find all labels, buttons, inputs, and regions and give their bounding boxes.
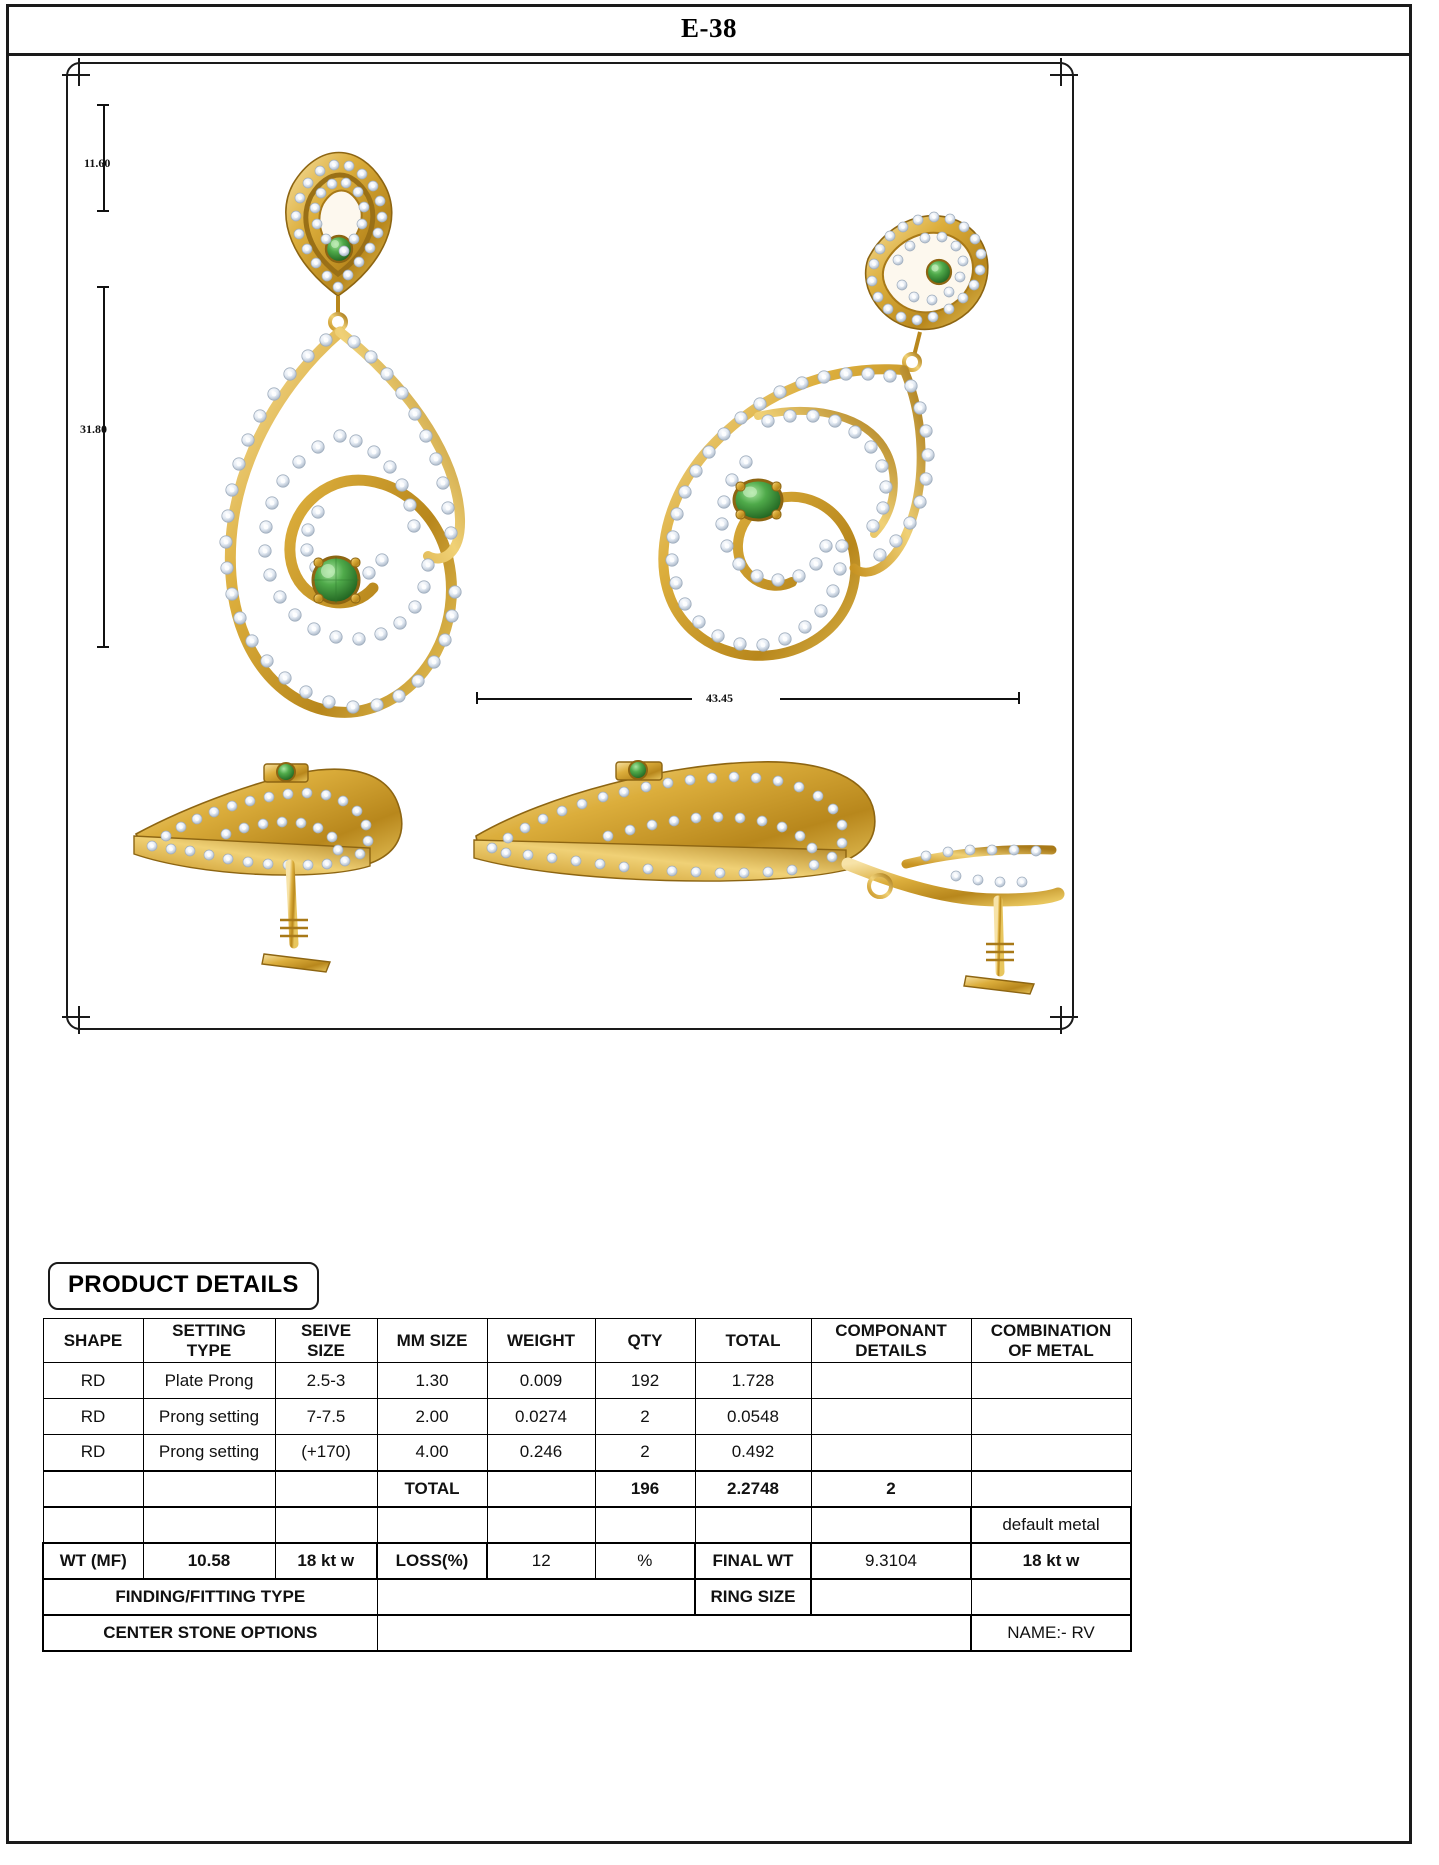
finding-fitting-value	[377, 1579, 695, 1615]
ring-size-value	[811, 1579, 971, 1615]
table-finding-row	[43, 1579, 1131, 1615]
jewelry-rendering	[68, 64, 1076, 1032]
table-row	[43, 1435, 1131, 1471]
page-title: E-38	[681, 13, 737, 43]
center-stone-options-label: CENTER STONE OPTIONS	[43, 1615, 377, 1651]
wt-mf-value: 10.58	[143, 1543, 275, 1579]
cell-qty: 192	[595, 1363, 695, 1399]
header-shape: SHAPE	[43, 1319, 143, 1363]
cell-shape: RD	[43, 1435, 143, 1471]
cell-combination-of-metal	[971, 1363, 1131, 1399]
dm-blank-5	[595, 1507, 695, 1543]
dim-label-43-45: 43.45	[706, 691, 733, 705]
cell-setting-type: Prong setting	[143, 1399, 275, 1435]
dim-cap-43-45-right	[1018, 692, 1020, 704]
header-total: TOTAL	[695, 1319, 811, 1363]
cell-weight: 0.246	[487, 1435, 595, 1471]
center-stone-options-value	[377, 1615, 971, 1651]
center-gemstone-front	[313, 557, 360, 603]
total-qty: 196	[595, 1471, 695, 1507]
cell-total: 1.728	[695, 1363, 811, 1399]
title-bar	[6, 4, 1412, 56]
cell-total: 0.492	[695, 1435, 811, 1471]
dim-cap-11-60-bot	[97, 210, 109, 212]
front-view-left	[220, 153, 461, 714]
finding-fitting-label: FINDING/FITTING TYPE	[43, 1579, 377, 1615]
product-details-heading: PRODUCT DETAILS	[48, 1262, 319, 1310]
angled-view-right	[663, 212, 987, 656]
header-componant-details: COMPONANT DETAILS	[811, 1319, 971, 1363]
dm-blank-6	[695, 1507, 811, 1543]
header-seive-size: SEIVE SIZE	[275, 1319, 377, 1363]
total-blank-seive	[275, 1471, 377, 1507]
dim-cap-43-45-left	[476, 692, 478, 704]
table-row	[43, 1399, 1131, 1435]
dm-blank-1	[143, 1507, 275, 1543]
final-wt-label: FINAL WT	[695, 1543, 811, 1579]
dim-label-31-80: 31.80	[80, 422, 107, 436]
center-gemstone-angled	[734, 480, 782, 520]
total-blank-shape	[43, 1471, 143, 1507]
product-details-table	[42, 1318, 1132, 1652]
dm-blank-4	[487, 1507, 595, 1543]
wt-mf-karat: 18 kt w	[275, 1543, 377, 1579]
name-label: NAME:- RV	[971, 1615, 1131, 1651]
table-center-stone-row	[43, 1615, 1131, 1651]
loss-label: LOSS(%)	[377, 1543, 487, 1579]
dim-label-11-60: 11.60	[84, 156, 111, 170]
cell-shape: RD	[43, 1399, 143, 1435]
dm-blank-2	[275, 1507, 377, 1543]
wt-mf-label: WT (MF)	[43, 1543, 143, 1579]
side-view-left	[134, 763, 402, 982]
cell-combination-of-metal	[971, 1435, 1131, 1471]
dm-blank-3	[377, 1507, 487, 1543]
header-qty: QTY	[595, 1319, 695, 1363]
table-header-row	[43, 1319, 1131, 1363]
cell-qty: 2	[595, 1399, 695, 1435]
cell-weight: 0.0274	[487, 1399, 595, 1435]
cell-combination-of-metal	[971, 1399, 1131, 1435]
cell-qty: 2	[595, 1435, 695, 1471]
dm-blank-7	[811, 1507, 971, 1543]
total-label: TOTAL	[377, 1471, 487, 1507]
total-componant-details: 2	[811, 1471, 971, 1507]
header-setting-type: SETTING TYPE	[143, 1319, 275, 1363]
ring-size-label: RING SIZE	[695, 1579, 811, 1615]
cell-componant-details	[811, 1399, 971, 1435]
summary-metal: 18 kt w	[971, 1543, 1131, 1579]
header-weight: WEIGHT	[487, 1319, 595, 1363]
dim-cap-31-80-bot	[97, 646, 109, 648]
header-mm-size: MM SIZE	[377, 1319, 487, 1363]
cell-mm-size: 4.00	[377, 1435, 487, 1471]
dim-cap-31-80-top	[97, 286, 109, 288]
cell-total: 0.0548	[695, 1399, 811, 1435]
dim-cap-11-60-top	[97, 104, 109, 106]
dim-line-43-45-right	[780, 698, 1020, 700]
dm-blank-0	[43, 1507, 143, 1543]
drawing-area	[66, 62, 1074, 1030]
total-combination	[971, 1471, 1131, 1507]
dim-line-43-45-left	[476, 698, 692, 700]
loss-value: 12	[487, 1543, 595, 1579]
total-blank-setting	[143, 1471, 275, 1507]
cell-setting-type: Prong setting	[143, 1435, 275, 1471]
cell-componant-details	[811, 1363, 971, 1399]
cell-shape: RD	[43, 1363, 143, 1399]
percent-symbol: %	[595, 1543, 695, 1579]
final-wt-value: 9.3104	[811, 1543, 971, 1579]
total-total: 2.2748	[695, 1471, 811, 1507]
finding-blank	[971, 1579, 1131, 1615]
table-total-row	[43, 1471, 1131, 1507]
default-metal-label: default metal	[971, 1507, 1131, 1543]
table-summary-row	[43, 1543, 1131, 1579]
cell-seive-size: 2.5-3	[275, 1363, 377, 1399]
side-view-right	[474, 761, 1058, 1008]
total-blank-weight	[487, 1471, 595, 1507]
table-row	[43, 1363, 1131, 1399]
cell-seive-size: (+170)	[275, 1435, 377, 1471]
table-default-metal-row	[43, 1507, 1131, 1543]
dim-line-31-80	[103, 286, 105, 648]
cell-mm-size: 1.30	[377, 1363, 487, 1399]
cell-weight: 0.009	[487, 1363, 595, 1399]
cell-seive-size: 7-7.5	[275, 1399, 377, 1435]
header-combination-of-metal: COMBINATION OF METAL	[971, 1319, 1131, 1363]
cell-mm-size: 2.00	[377, 1399, 487, 1435]
product-details-table-wrap	[42, 1318, 1130, 1652]
cell-componant-details	[811, 1435, 971, 1471]
cell-setting-type: Plate Prong	[143, 1363, 275, 1399]
